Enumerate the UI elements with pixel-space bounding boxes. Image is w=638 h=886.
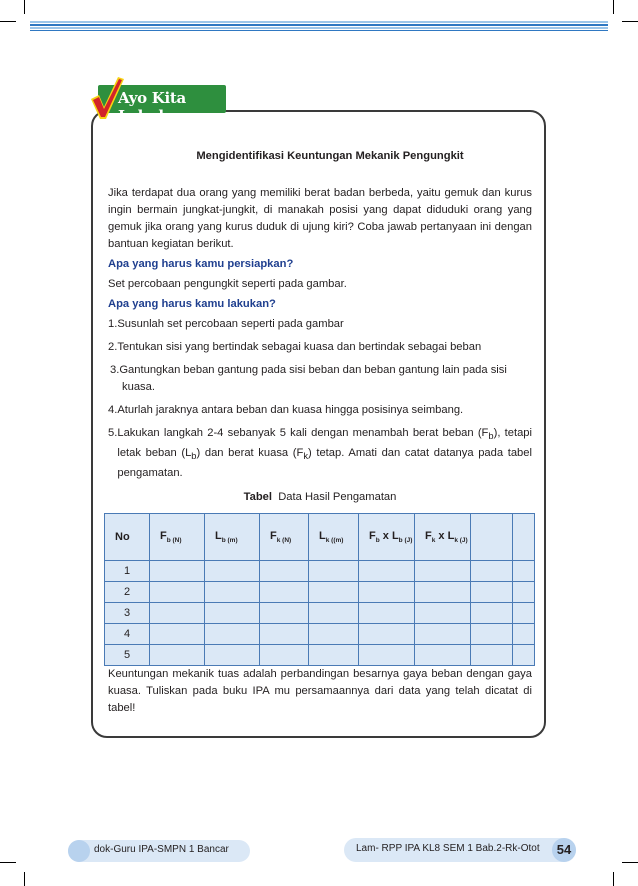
step-number: 2.	[108, 341, 118, 353]
table-row	[105, 603, 535, 624]
table-caption	[108, 491, 532, 503]
table-row	[105, 561, 535, 582]
checkmark-icon	[88, 75, 128, 121]
step-item	[108, 339, 532, 356]
column-header	[471, 514, 513, 561]
page-number: 54	[556, 842, 572, 857]
step-number: 3.	[110, 364, 120, 376]
footer-right-text: Lam- RPP IPA KL8 SEM 1 Bab.2-Rk-Otot	[356, 843, 540, 854]
step-number: 5.	[108, 427, 118, 439]
row-number: 1	[105, 561, 150, 582]
step-text: Susunlah set percobaan seperti pada gambar	[117, 318, 344, 330]
badge-label: Ayo Kita Lakukan	[118, 89, 189, 125]
activity-content	[108, 148, 532, 488]
header-stripe	[30, 21, 608, 32]
crop-mark	[613, 0, 614, 14]
crop-mark	[24, 872, 25, 886]
prepare-text: Set percobaan pengungkit seperti pada gambar.	[108, 278, 347, 290]
procedure-heading: Apa yang harus kamu lakukan?	[108, 298, 276, 310]
prepare-heading: Apa yang harus kamu persiapkan?	[108, 258, 294, 270]
table-row	[105, 624, 535, 645]
footer-left-tab	[68, 840, 250, 862]
row-number: 4	[105, 624, 150, 645]
footer-dot	[68, 840, 90, 862]
footer-right-tab	[344, 838, 576, 862]
table-row	[105, 582, 535, 603]
page-number-badge	[552, 838, 576, 862]
step-text: Lakukan langkah 2-4 sebanyak 5 kali dengan menambah berat beban $(F_b)$, tetapi letak beban $(L_b)$ dan berat kuasa $(F_k)$ tetap. Amati dan catat datanya pada tabel pengamatan.	[117, 427, 532, 480]
step-item	[108, 316, 532, 333]
column-header: $F_{b (N)}$	[150, 514, 205, 561]
column-header: $F_b$ x $L_{b (J)}$	[359, 514, 415, 561]
observation-table	[104, 513, 535, 666]
intro-paragraph: Jika terdapat dua orang yang memiliki berat badan berbeda, yaitu gemuk dan kurus ingin bermain jungkat-jungkit, di manakah posisi yang dapat diduduki orang yang gemuk jika orang yang kurus duduk di ujung kiri? Coba jawab pertanyaan ini dengan bantuan kegiatan berikut.	[108, 187, 532, 250]
column-header: $L_{k ((m)}$	[309, 514, 359, 561]
crop-mark	[0, 862, 16, 863]
step-number: 4.	[108, 404, 118, 416]
row-number: 2	[105, 582, 150, 603]
column-header: $L_{b (m)}$	[205, 514, 260, 561]
crop-mark	[613, 872, 614, 886]
step-item	[108, 402, 532, 419]
row-number: 5	[105, 645, 150, 666]
footer-left-text: dok-Guru IPA-SMPN 1 Bancar	[94, 844, 229, 855]
row-number: 3	[105, 603, 150, 624]
activity-badge	[88, 75, 228, 125]
table-caption-label: Tabel	[243, 491, 272, 503]
crop-mark	[622, 862, 638, 863]
column-header: No	[105, 514, 150, 561]
crop-mark	[0, 21, 16, 22]
step-text: Gantungkan beban gantung pada sisi beban dan beban gantung lain pada sisi kuasa.	[119, 364, 507, 393]
table-header-row	[105, 514, 535, 561]
table-caption-text: Data Hasil Pengamatan	[278, 491, 397, 503]
step-item	[108, 362, 532, 396]
step-number: 1.	[108, 318, 118, 330]
closing-paragraph: Keuntungan mekanik tuas adalah perbandingan besarnya gaya beban dengan gaya kuasa. Tuliskan pada buku IPA mu persamaannya dari data yang telah dicatat di tabel!	[108, 668, 532, 714]
crop-mark	[24, 0, 25, 14]
column-header	[513, 514, 535, 561]
table-row	[105, 645, 535, 666]
column-header: $F_k$ x $L_{k (J)}$	[415, 514, 471, 561]
crop-mark	[622, 21, 638, 22]
step-text: Aturlah jaraknya antara beban dan kuasa hingga posisinya seimbang.	[117, 404, 464, 416]
activity-title: Mengidentifikasi Keuntungan Mekanik Pengungkit	[196, 150, 464, 162]
column-header: $F_{k (N)}$	[260, 514, 309, 561]
step-item	[108, 425, 532, 482]
step-text: Tentukan sisi yang bertindak sebagai kuasa dan bertindak sebagai beban	[117, 341, 482, 353]
